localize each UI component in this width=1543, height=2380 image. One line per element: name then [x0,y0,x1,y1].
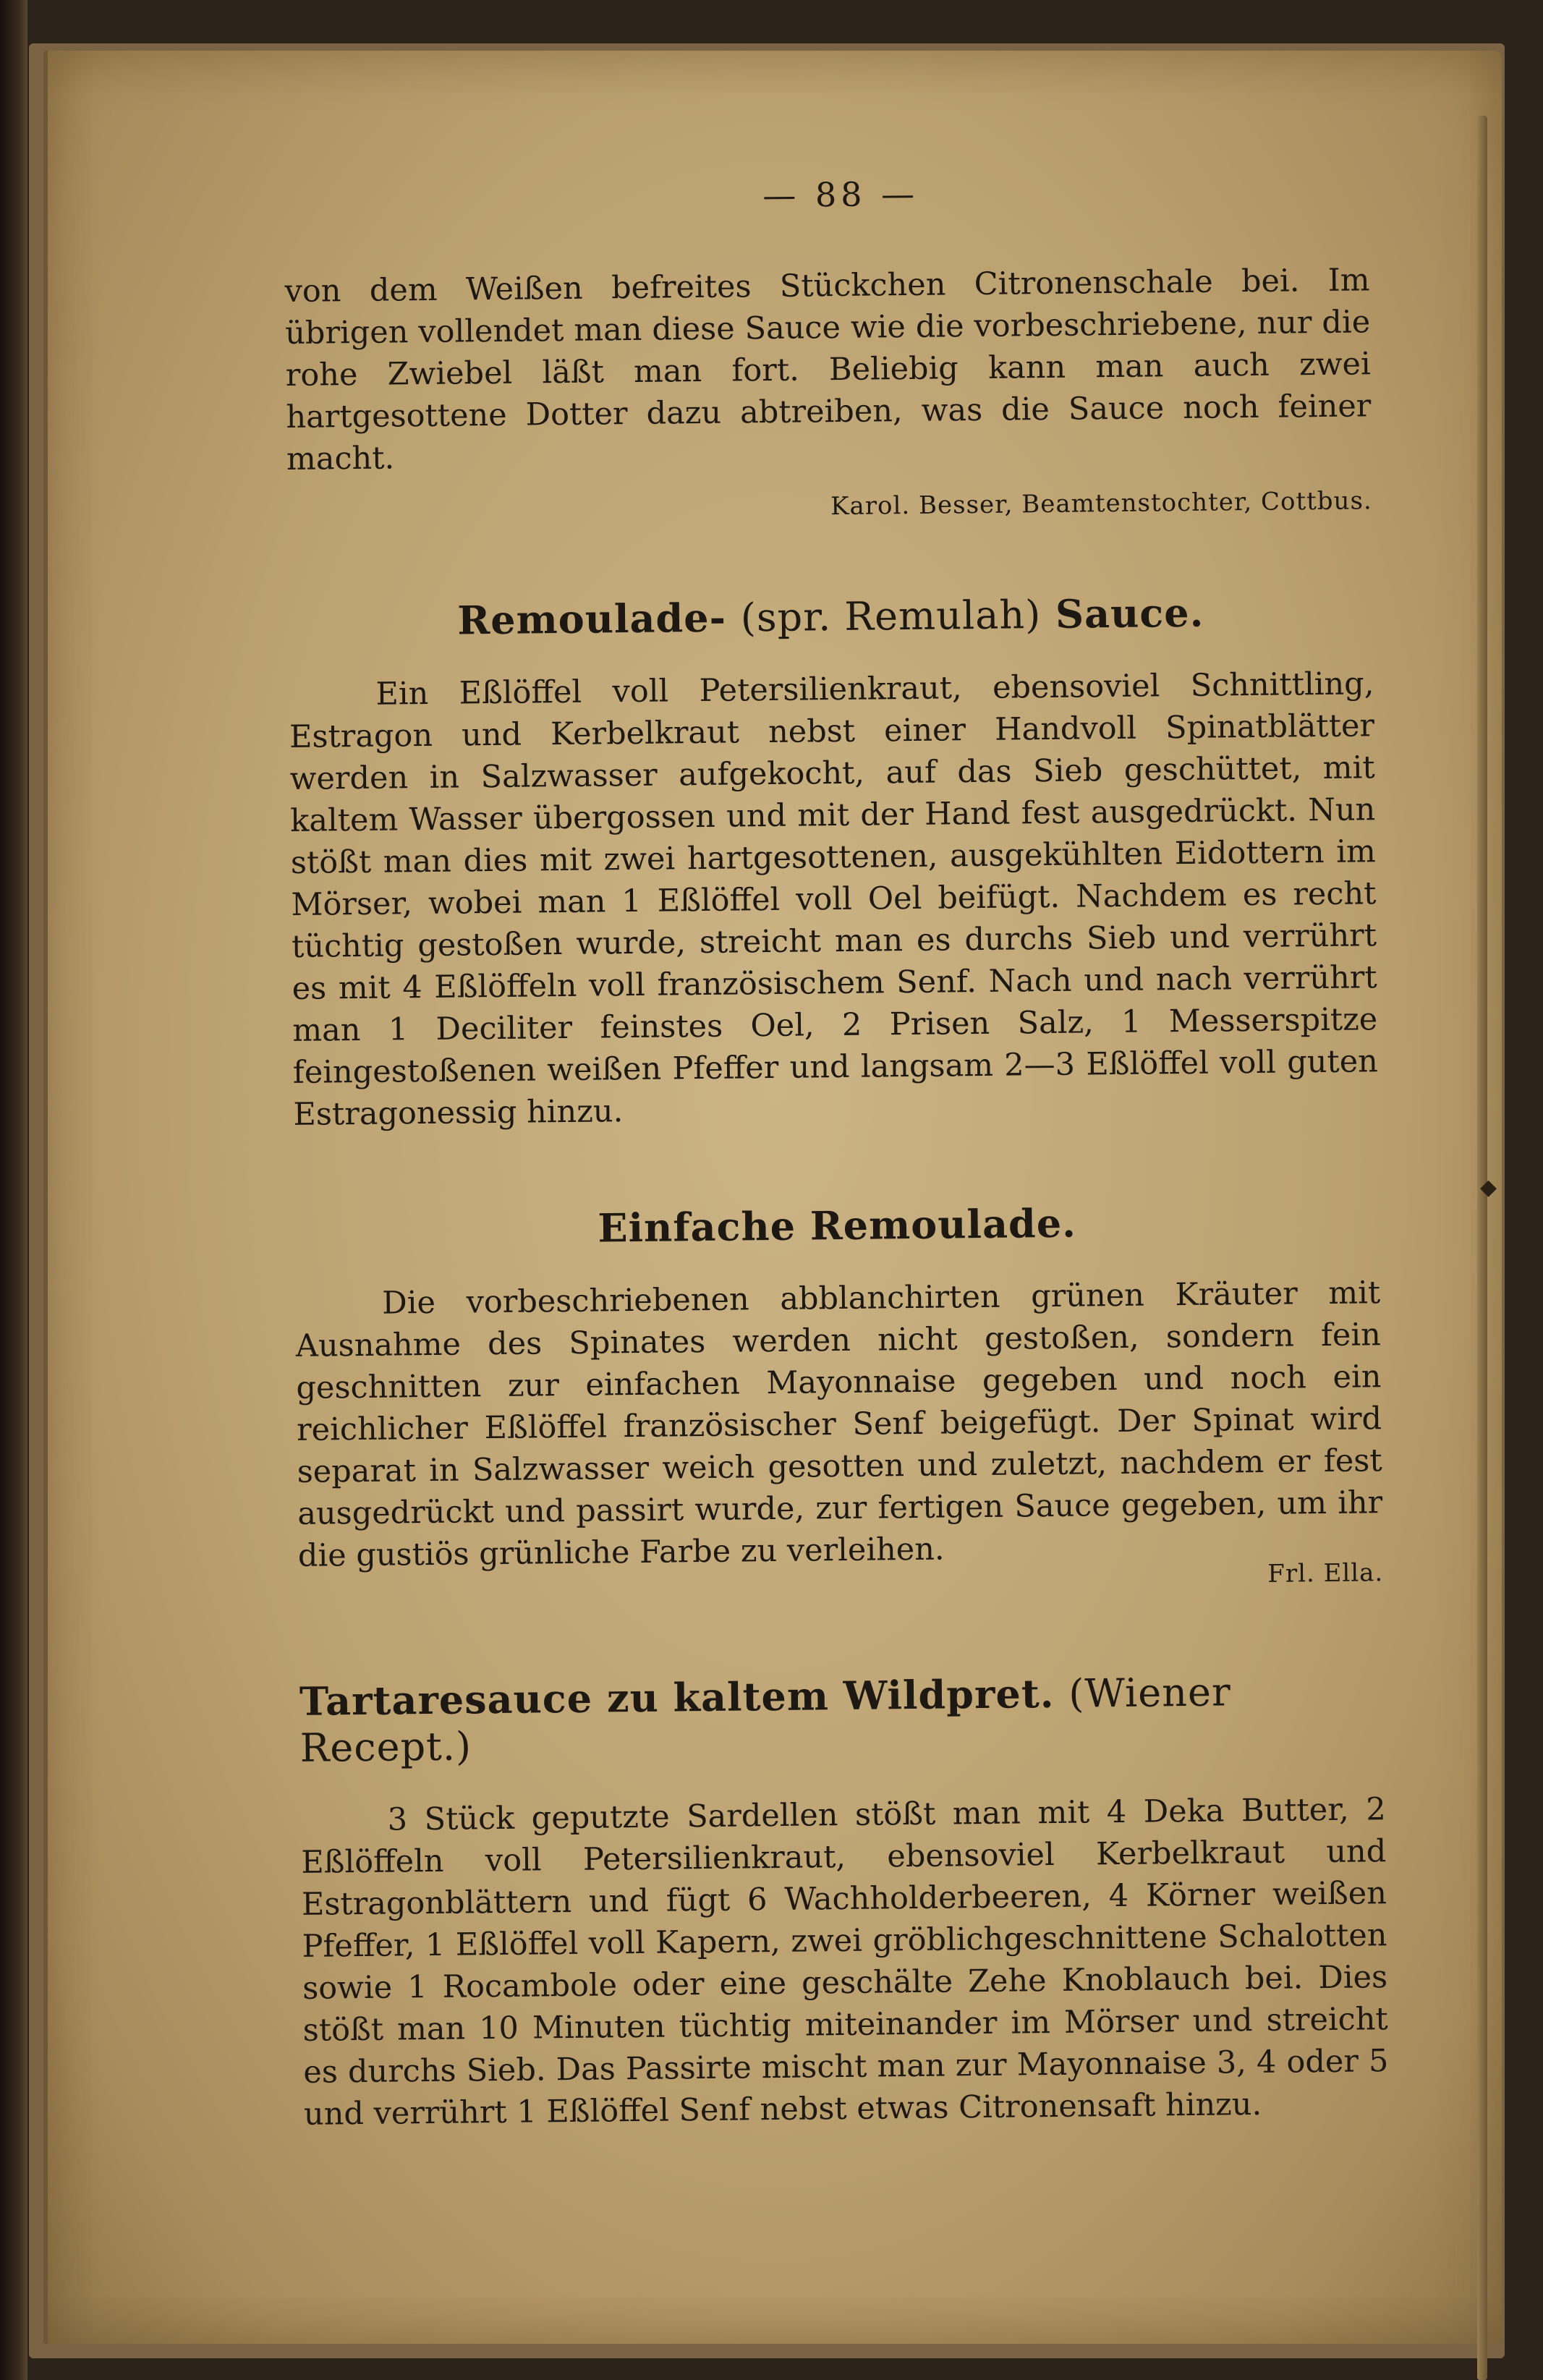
remoulade-heading [288,587,1374,645]
remoulade-paragraph: Ein Eßlöffel voll Petersilienkraut, ebensoviel Schnittling, Estragon und Kerbelkraut nebst einer Handvoll Spinatblätter werden in Salzwasser aufgekocht, auf das Sieb geschüttet, mit kaltem Wasser übergossen und mit der Hand fest ausgedrückt. Nun stößt man dies mit zwei hartgesottenen, ausgekühlten Eidottern im Mörser, wobei man 1 Eßlöffel voll Oel beifügt. Nachdem es recht tüchtig gestoßen wurde, streicht man es durchs Sieb und verrührt es mit 4 Eßlöffeln voll französischem Senf. Nach und nach verrührt man 1 Deciliter feinstes Oel, 2 Prisen Salz, 1 Messerspitze feingestoßenen weißen Pfeffer und langsam 2—3 Eßlöffel voll guten Estragonessig hinzu. [289,666,1379,1133]
intro-paragraph: von dem Weißen befreites Stückchen Citronenschale bei. Im übrigen vollendet man diese Sauce wie die vorbeschriebene, nur die rohe Zwiebel läßt man fort. Beliebig kann man auch zwei hartgesottene Dotter dazu abtreiben, was die Sauce noch feiner macht. [284,262,1372,477]
remoulade-title: Remoulade- [456,594,727,644]
page-tab-marker-icon: ◆ [1480,1176,1497,1199]
page-edge [1477,116,1487,2380]
tartare-paragraph: 3 Stück geputzte Sardellen stößt man mit 4 Deka Butter, 2 Eßlöffeln voll Petersilienkraut, ebensoviel Kerbelkraut und Estragonblättern und fügt 6 Wachholderbeeren, 4 Körner weißen Pfeffer, 1 Eßlöffel voll Kapern, zwei gröblichgeschnittene Schalotten sowie 1 Rocambole oder eine geschälte Zehe Knoblauch bei. Dies stößt man 10 Minuten tüchtig miteinander im Mörser und streicht es durchs Sieb. Das Passirte mischt man zur Mayonnaise 3, 4 oder 5 und verrührt 1 Eßlöffel Senf nebst etwas Citronensaft hinzu. [301,1791,1389,2133]
remoulade-title-end: Sauce. [1055,589,1204,637]
einfache-signature: Frl. Ella. [1267,1558,1384,1589]
einfache-heading: Einfache Remoulade. [598,1199,1077,1251]
book-spine [0,0,27,2380]
tartare-heading [299,1667,1385,1771]
page-content [284,169,1389,2135]
page-number: — 88 — [762,174,919,216]
intro-signature: Karol. Besser, Beamtenstochter, Cottbus. [830,486,1372,522]
tartare-title: Tartaresauce zu kaltem Wildpret. [299,1670,1055,1725]
einfache-paragraph: Die vorbeschriebenen abblanchirten grünen Kräuter mit Ausnahme des Spinates werden nicht gestoßen, sondern fein geschnitten zur einfachen Mayonnaise gegeben und noch ein reichlicher Eßlöffel französischer Senf beigefügt. Der Spinat wird separat in Salzwasser weich gesotten und zuletzt, nachdem er fest ausgedrückt und passirt wurde, zur fertigen Sauce gegeben, um ihr die gustiös grünliche Farbe zu verleihen. [295,1275,1383,1574]
tartare-title-paren: (Wiener Recept.) [299,1669,1232,1771]
remoulade-title-paren: (spr. Remulah) [740,592,1042,641]
